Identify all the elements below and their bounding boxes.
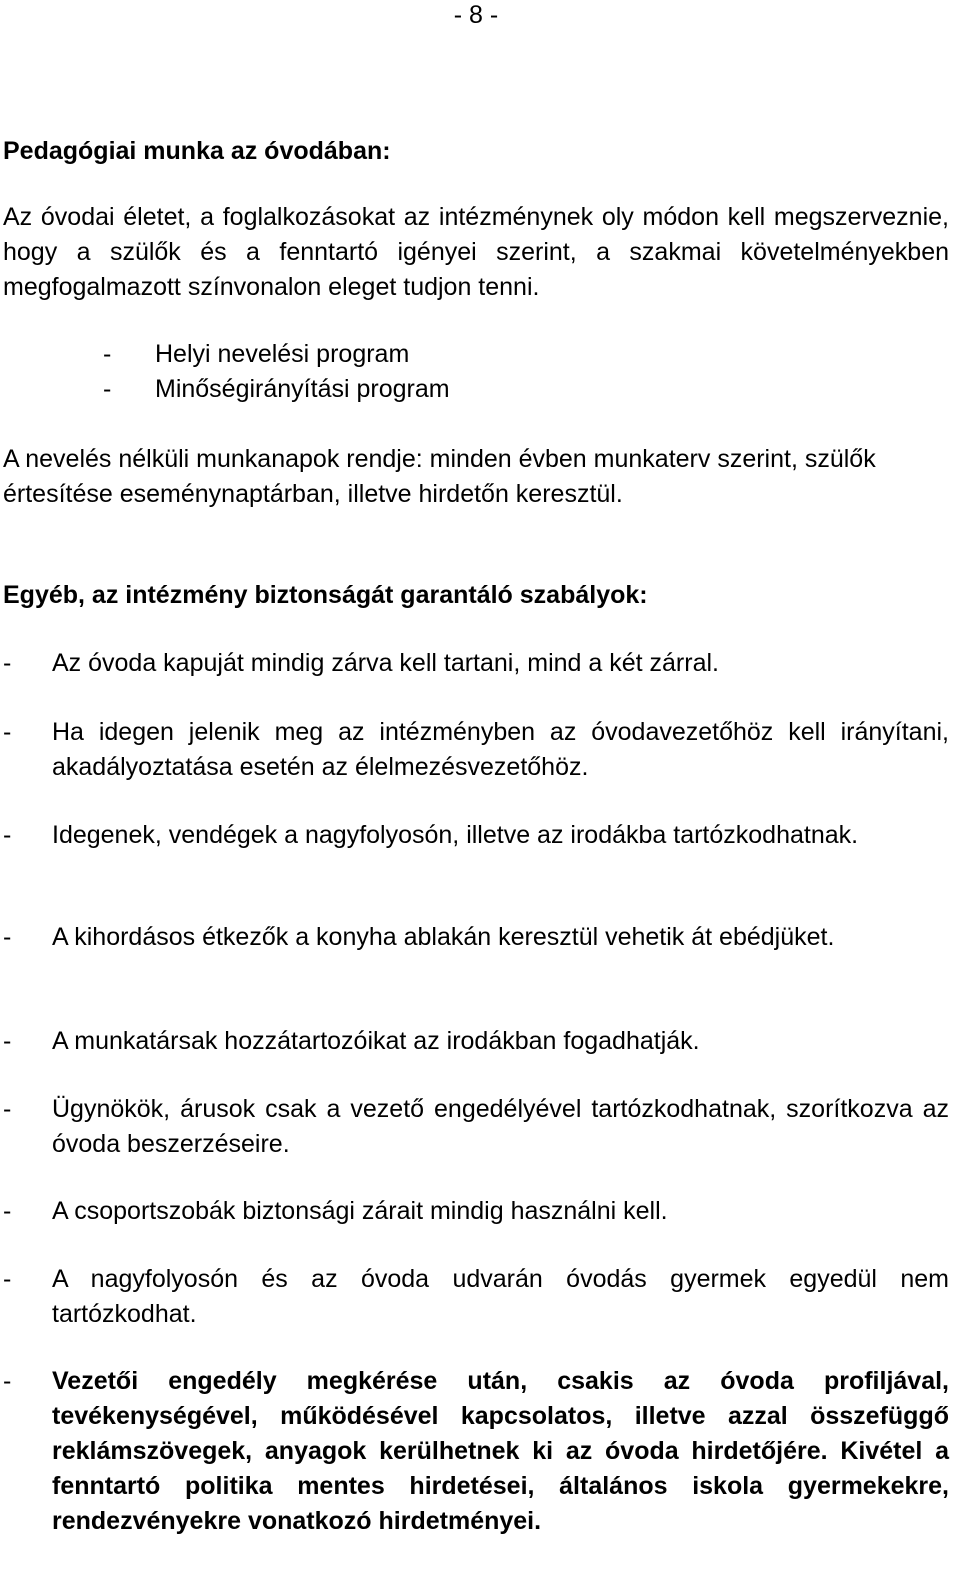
section-heading-safety-rules: Egyéb, az intézmény biztonságát garantáló szabályok: bbox=[3, 581, 648, 609]
list-item bbox=[103, 337, 450, 372]
rule-text: Vezetői engedély megkérése után, csakis az óvoda profiljával, tevékenységével, működésével kapcsolatos, illetve azzal összefüggő reklámszövegek, anyagok kerülhetnek ki az óvoda hirdetőjére. Kivétel a fenntartó politika mentes hirdetései, általános iskola gyermekekre, rendezvényekre vonatkozó hirdetményei. bbox=[52, 1367, 949, 1535]
list-item-text: Helyi nevelési program bbox=[155, 340, 410, 368]
rule-item bbox=[3, 1194, 949, 1229]
rule-dash: - bbox=[3, 718, 12, 746]
rule-dash: - bbox=[3, 1367, 12, 1395]
rule-item bbox=[3, 920, 949, 955]
rule-dash: - bbox=[3, 1197, 12, 1225]
rule-text: A munkatársak hozzátartozóikat az irodákban fogadhatják. bbox=[52, 1027, 700, 1055]
program-list bbox=[103, 337, 450, 407]
rule-text: Az óvoda kapuját mindig zárva kell tartani, mind a két zárral. bbox=[52, 649, 719, 677]
rule-item bbox=[3, 818, 949, 853]
rule-dash: - bbox=[3, 923, 12, 951]
rule-item bbox=[3, 715, 949, 785]
rule-item bbox=[3, 646, 949, 681]
rule-dash: - bbox=[3, 821, 12, 849]
rule-dash: - bbox=[3, 1265, 12, 1293]
rule-item bbox=[3, 1024, 949, 1059]
rule-text: A csoportszobák biztonsági zárait mindig használni kell. bbox=[52, 1197, 668, 1225]
rule-text: Ha idegen jelenik meg az intézményben az óvodavezetőhöz kell irányítani, akadályoztatása esetén az élelmezésvezetőhöz. bbox=[52, 718, 949, 781]
page-number: - 8 - bbox=[453, 1, 499, 29]
list-dash: - bbox=[103, 375, 112, 403]
rule-item bbox=[3, 1364, 949, 1539]
rule-dash: - bbox=[3, 649, 12, 677]
rule-text: A kihordásos étkezők a konyha ablakán keresztül vehetik át ebédjüket. bbox=[52, 923, 835, 951]
list-item bbox=[103, 372, 450, 407]
list-item-text: Minőségirányítási program bbox=[155, 375, 450, 403]
paragraph-workdays: A nevelés nélküli munkanapok rendje: minden évben munkaterv szerint, szülők értesítése eseménynaptárban, illetve hirdetőn keresztül. bbox=[3, 445, 876, 508]
rule-dash: - bbox=[3, 1027, 12, 1055]
rule-item bbox=[3, 1262, 949, 1332]
rule-dash: - bbox=[3, 1095, 12, 1123]
rule-text: A nagyfolyosón és az óvoda udvarán óvodás gyermek egyedül nem tartózkodhat. bbox=[52, 1265, 949, 1328]
rule-text: Ügynökök, árusok csak a vezető engedélyével tartózkodhatnak, szorítkozva az óvoda beszerzéseire. bbox=[52, 1095, 949, 1158]
section-heading-pedagogical-work: Pedagógiai munka az óvodában: bbox=[3, 137, 391, 165]
rule-item bbox=[3, 1092, 949, 1162]
list-dash: - bbox=[103, 340, 112, 368]
rule-text: Idegenek, vendégek a nagyfolyosón, illetve az irodákba tartózkodhatnak. bbox=[52, 821, 859, 849]
paragraph-organization: Az óvodai életet, a foglalkozásokat az intézménynek oly módon kell megszerveznie, hogy a szülők és a fenntartó igényei szerint, a szakmai követelményekben megfogalmazott színvonalon eleget tudjon tenni. bbox=[3, 203, 949, 301]
